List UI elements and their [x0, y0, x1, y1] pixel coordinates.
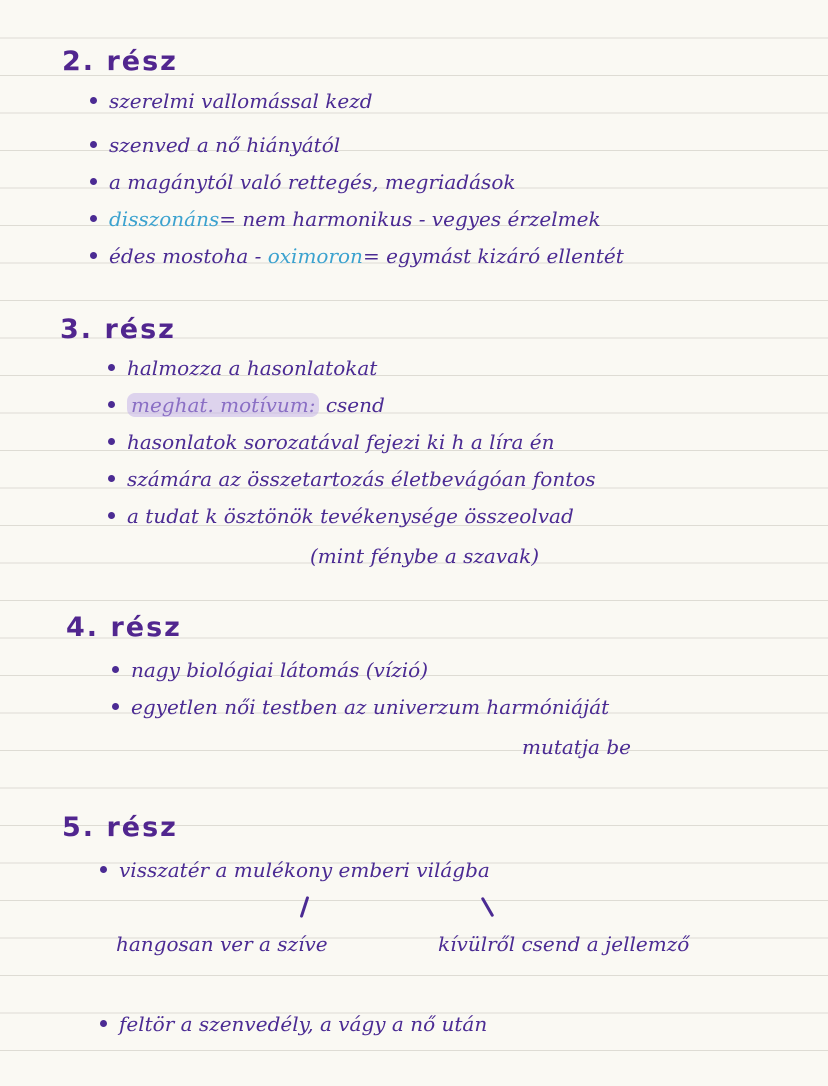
- section-heading-2: 2. rész: [62, 46, 178, 77]
- list-item: disszonáns= nem harmonikus - vegyes érzelmek: [90, 207, 601, 231]
- list-item: édes mostoha - oximoron= egymást kizáró ellentét: [90, 244, 624, 268]
- bullet-icon: [90, 215, 97, 222]
- bullet-icon: [90, 97, 97, 104]
- list-item: szerelmi vallomással kezd: [90, 89, 373, 113]
- bullet-icon: [90, 141, 97, 148]
- bullet-icon: [108, 438, 115, 445]
- list-item: a magánytól való rettegés, megriadások: [90, 170, 515, 194]
- list-item: szenved a nő hiányától: [90, 133, 340, 157]
- bullet-icon: [108, 475, 115, 482]
- section-heading-5: 5. rész: [62, 812, 178, 843]
- list-item: nagy biológiai látomás (vízió): [112, 658, 428, 682]
- list-item: egyetlen női testben az univerzum harmóniáját: [112, 695, 609, 719]
- highlighted-term: meghat. motívum:: [127, 393, 319, 417]
- term-disszonans: disszonáns: [109, 207, 220, 231]
- list-item: meghat. motívum: csend: [108, 393, 385, 417]
- list-item-continuation: mutatja be: [522, 735, 631, 759]
- bullet-icon: [90, 252, 97, 259]
- bullet-icon: [90, 178, 97, 185]
- bullet-icon: [112, 703, 119, 710]
- branch-left: hangosan ver a szíve: [116, 932, 328, 956]
- list-item: visszatér a mulékony emberi világba: [100, 858, 490, 882]
- bullet-icon: [108, 364, 115, 371]
- bullet-icon: [100, 866, 107, 873]
- bullet-icon: [112, 666, 119, 673]
- branch-stroke-right: [481, 897, 495, 918]
- bullet-icon: [108, 401, 115, 408]
- term-oximoron: oximoron: [267, 244, 363, 268]
- bullet-icon: [100, 1020, 107, 1027]
- branch-right: kívülről csend a jellemző: [438, 932, 690, 956]
- list-item: számára az összetartozás életbevágóan fontos: [108, 467, 596, 491]
- section-heading-3: 3. rész: [60, 314, 176, 345]
- list-item: halmozza a hasonlatokat: [108, 356, 377, 380]
- bullet-icon: [108, 512, 115, 519]
- list-item: hasonlatok sorozatával fejezi ki h a líra én: [108, 430, 554, 454]
- list-item: a tudat k ösztönök tevékenysége összeolvad: [108, 504, 574, 528]
- branch-stroke-left: [300, 896, 310, 918]
- list-item: feltör a szenvedély, a vágy a nő után: [100, 1012, 487, 1036]
- list-item-continuation: (mint fénybe a szavak): [310, 544, 540, 568]
- section-heading-4: 4. rész: [66, 612, 182, 643]
